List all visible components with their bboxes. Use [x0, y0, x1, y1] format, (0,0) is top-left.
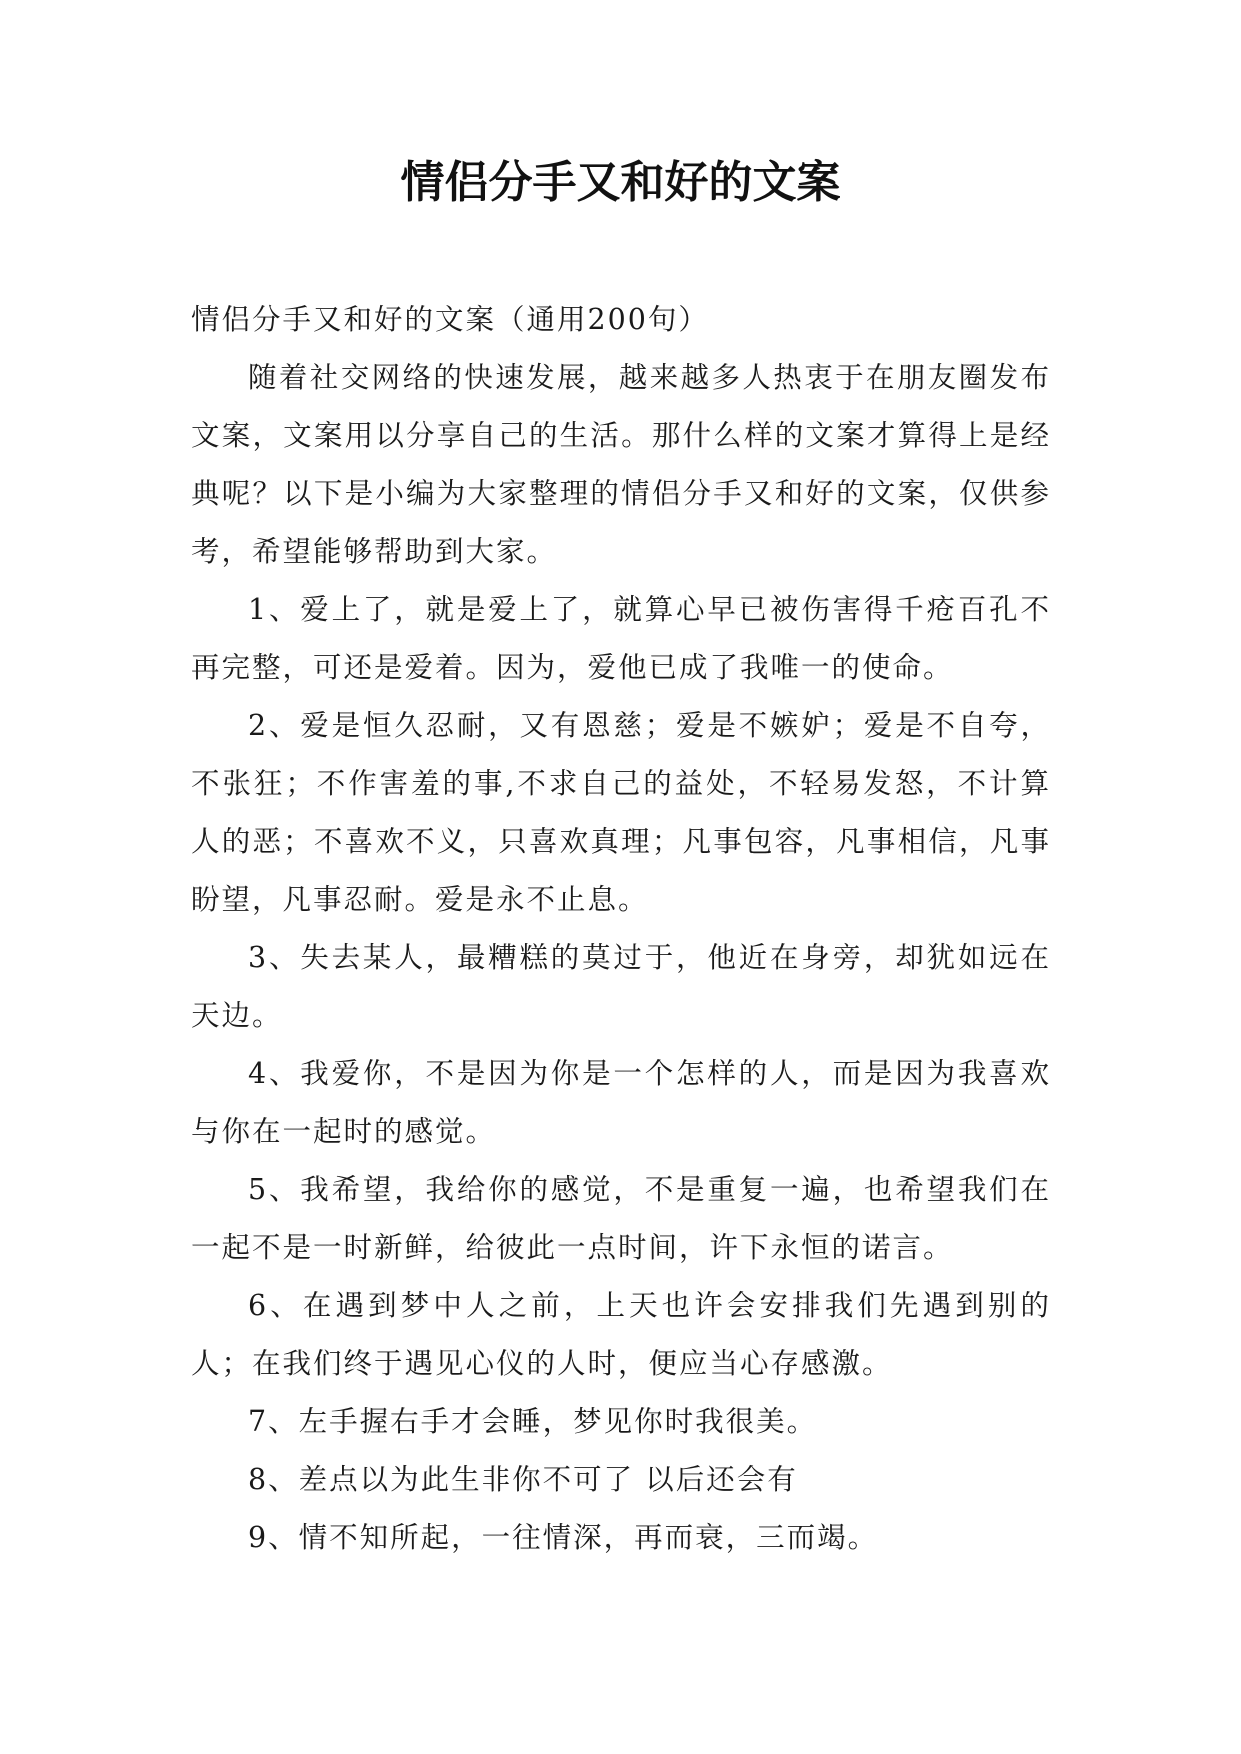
list-item: 7、左手握右手才会睡，梦见你时我很美。 — [248, 1405, 818, 1438]
document-body — [191, 291, 1051, 1567]
document-subtitle: 情侣分手又和好的文案（通用200句） — [191, 303, 709, 336]
intro-paragraph: 随着社交网络的快速发展，越来越多人热衷于在朋友圈发布文案，文案用以分享自己的生活。那什么样的文案才算得上是经典呢？以下是小编为大家整理的情侣分手又和好的文案，仅供参考，希望能够帮助到大家。 — [191, 361, 1051, 568]
list-item: 5、我希望，我给你的感觉，不是重复一遍，也希望我们在一起不是一时新鲜，给彼此一点时间，许下永恒的诺言。 — [191, 1173, 1051, 1264]
list-item: 9、情不知所起，一往情深，再而衰，三而竭。 — [248, 1521, 879, 1554]
list-item: 2、爱是恒久忍耐，又有恩慈；爱是不嫉妒；爱是不自夸，不张狂；不作害羞的事,不求自己的益处，不轻易发怒，不计算人的恶；不喜欢不义，只喜欢真理；凡事包容，凡事相信，凡事盼望，凡事忍耐。爱是永不止息。 — [191, 709, 1051, 916]
document-title: 情侣分手又和好的文案 — [400, 157, 841, 208]
list-item: 3、失去某人，最糟糕的莫过于，他近在身旁，却犹如远在天边。 — [191, 941, 1051, 1032]
list-item: 4、我爱你，不是因为你是一个怎样的人，而是因为我喜欢与你在一起时的感觉。 — [191, 1057, 1051, 1148]
list-item: 1、爱上了，就是爱上了，就算心早已被伤害得千疮百孔不再完整，可还是爱着。因为，爱他已成了我唯一的使命。 — [191, 593, 1051, 684]
list-item: 8、差点以为此生非你不可了 以后还会有 — [248, 1463, 798, 1496]
list-item: 6、在遇到梦中人之前，上天也许会安排我们先遇到别的人；在我们终于遇见心仪的人时，便应当心存感激。 — [191, 1289, 1051, 1380]
